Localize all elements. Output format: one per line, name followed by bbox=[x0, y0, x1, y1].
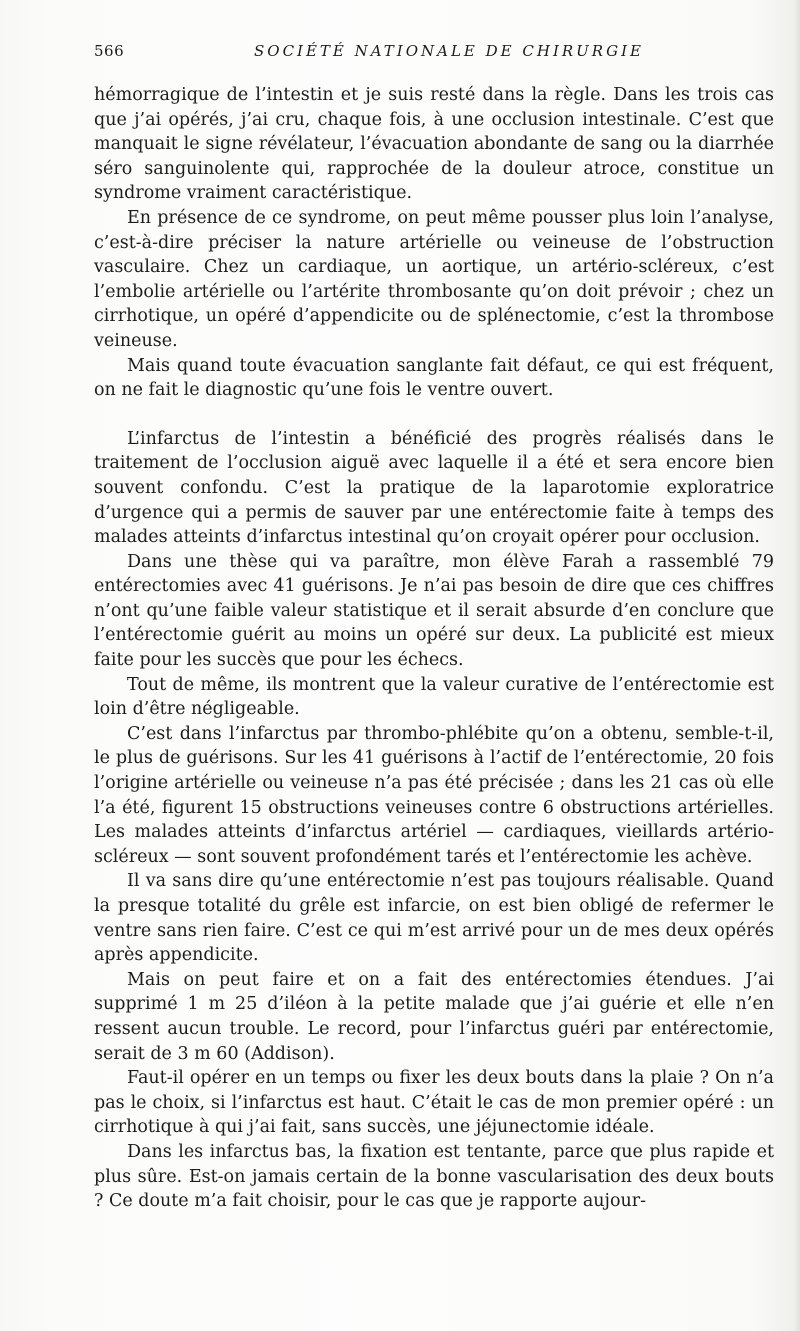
running-title: SOCIÉTÉ NATIONALE DE CHIRURGIE bbox=[254, 42, 644, 60]
page-edge-shadow bbox=[794, 0, 800, 1331]
paragraph: Faut-il opérer en un temps ou fixer les deux bouts dans la plaie ? On n’a pas le choix, si l’infarctus est haut. C’était le cas de mon premier opéré : un cirrhotique à qui j’ai fait, sans succès, une jéjunectomie idéale. bbox=[94, 1068, 774, 1138]
body-text bbox=[94, 83, 774, 1214]
paragraph: Mais quand toute évacuation sanglante fait défaut, ce qui est fréquent, on ne fait le diagnostic qu’une fois le ventre ouvert. bbox=[94, 355, 774, 401]
paragraph: En présence de ce syndrome, on peut même pousser plus loin l’analyse, c’est-à-dire préciser la nature artérielle ou veineuse de l’obstruction vasculaire. Chez un cardiaque, un aortique, un artério-scléreux, c’est l’embolie artérielle ou l’artérite thrombosante qu’on doit prévoir ; chez un cirrhotique, un opéré d’appendicite ou de splénectomie, c’est la thrombose veineuse. bbox=[94, 207, 774, 351]
paragraph: L’infarctus de l’intestin a bénéficié des progrès réalisés dans le traitement de l’occlusion aiguë avec laquelle il a été et sera encore bien souvent confondu. C’est la pratique de la laparotomie exploratrice d’urgence qui a permis de sauver par une entérectomie faite à temps des malades atteints d’infarctus intestinal qu’on croyait opérer pour occlusion. bbox=[94, 428, 774, 548]
paragraph: Dans les infarctus bas, la fixation est tentante, parce que plus rapide et plus sûre. Est-on jamais certain de la bonne vascularisation des deux bouts ? Ce doute m’a fait choisir, pour le cas que je rapporte aujour- bbox=[94, 1141, 774, 1212]
paragraph: C’est dans l’infarctus par thrombo-phlébite qu’on a obtenu, semble-t-il, le plus de guérisons. Sur les 41 guérisons à l’actif de l’entérectomie, 20 fois l’origine artérielle ou veineuse n’a pas été précisée ; dans les 21 cas où elle l’a été, figurent 15 obstructions veineuses contre 6 obstructions artérielles. Les malades atteints d’infarctus artériel — cardiaques, vieillards artério-scléreux — sont souvent profondément tarés et l’entérectomie les achève. bbox=[94, 723, 774, 867]
paragraph: Il va sans dire qu’une entérectomie n’est pas toujours réalisable. Quand la presque totalité du grêle est infarcie, on est bien obligé de refermer le ventre sans rien faire. C’est ce qui m’est arrivé pour un de mes deux opérés après appendicite. bbox=[94, 871, 774, 966]
paragraph: Mais on peut faire et on a fait des entérectomies étendues. J’ai supprimé 1 m 25 d’iléon à la petite malade que j’ai guérie et elle n’en ressent aucun trouble. Le record, pour l’infarctus guéri par entérectomie, serait de 3 m 60 (Addison). bbox=[94, 969, 774, 1064]
paragraph: hémorragique de l’intestin et je suis resté dans la règle. Dans les trois cas que j’ai opérés, j’ai cru, chaque fois, à une occlusion intestinale. C’est que manquait le signe révélateur, l’évacuation abondante de sang ou la diarrhée séro sanguinolente qui, rapprochée de la douleur atroce, constitue un syndrome vraiment caractéristique. bbox=[94, 85, 774, 204]
page-header bbox=[94, 42, 774, 66]
paragraph: Tout de même, ils montrent que la valeur curative de l’entérectomie est loin d’être négligeable. bbox=[94, 674, 774, 720]
page-number: 566 bbox=[94, 42, 125, 60]
paragraph: Dans une thèse qui va paraître, mon élève Farah a rassemblé 79 entérectomies avec 41 guérisons. Je n’ai pas besoin de dire que ces chiffres n’ont qu’une faible valeur statistique et il serait absurde d’en conclure que l’entérectomie guérit au moins un opéré sur deux. La publicité est mieux faite pour les succès que pour les échecs. bbox=[94, 551, 774, 671]
